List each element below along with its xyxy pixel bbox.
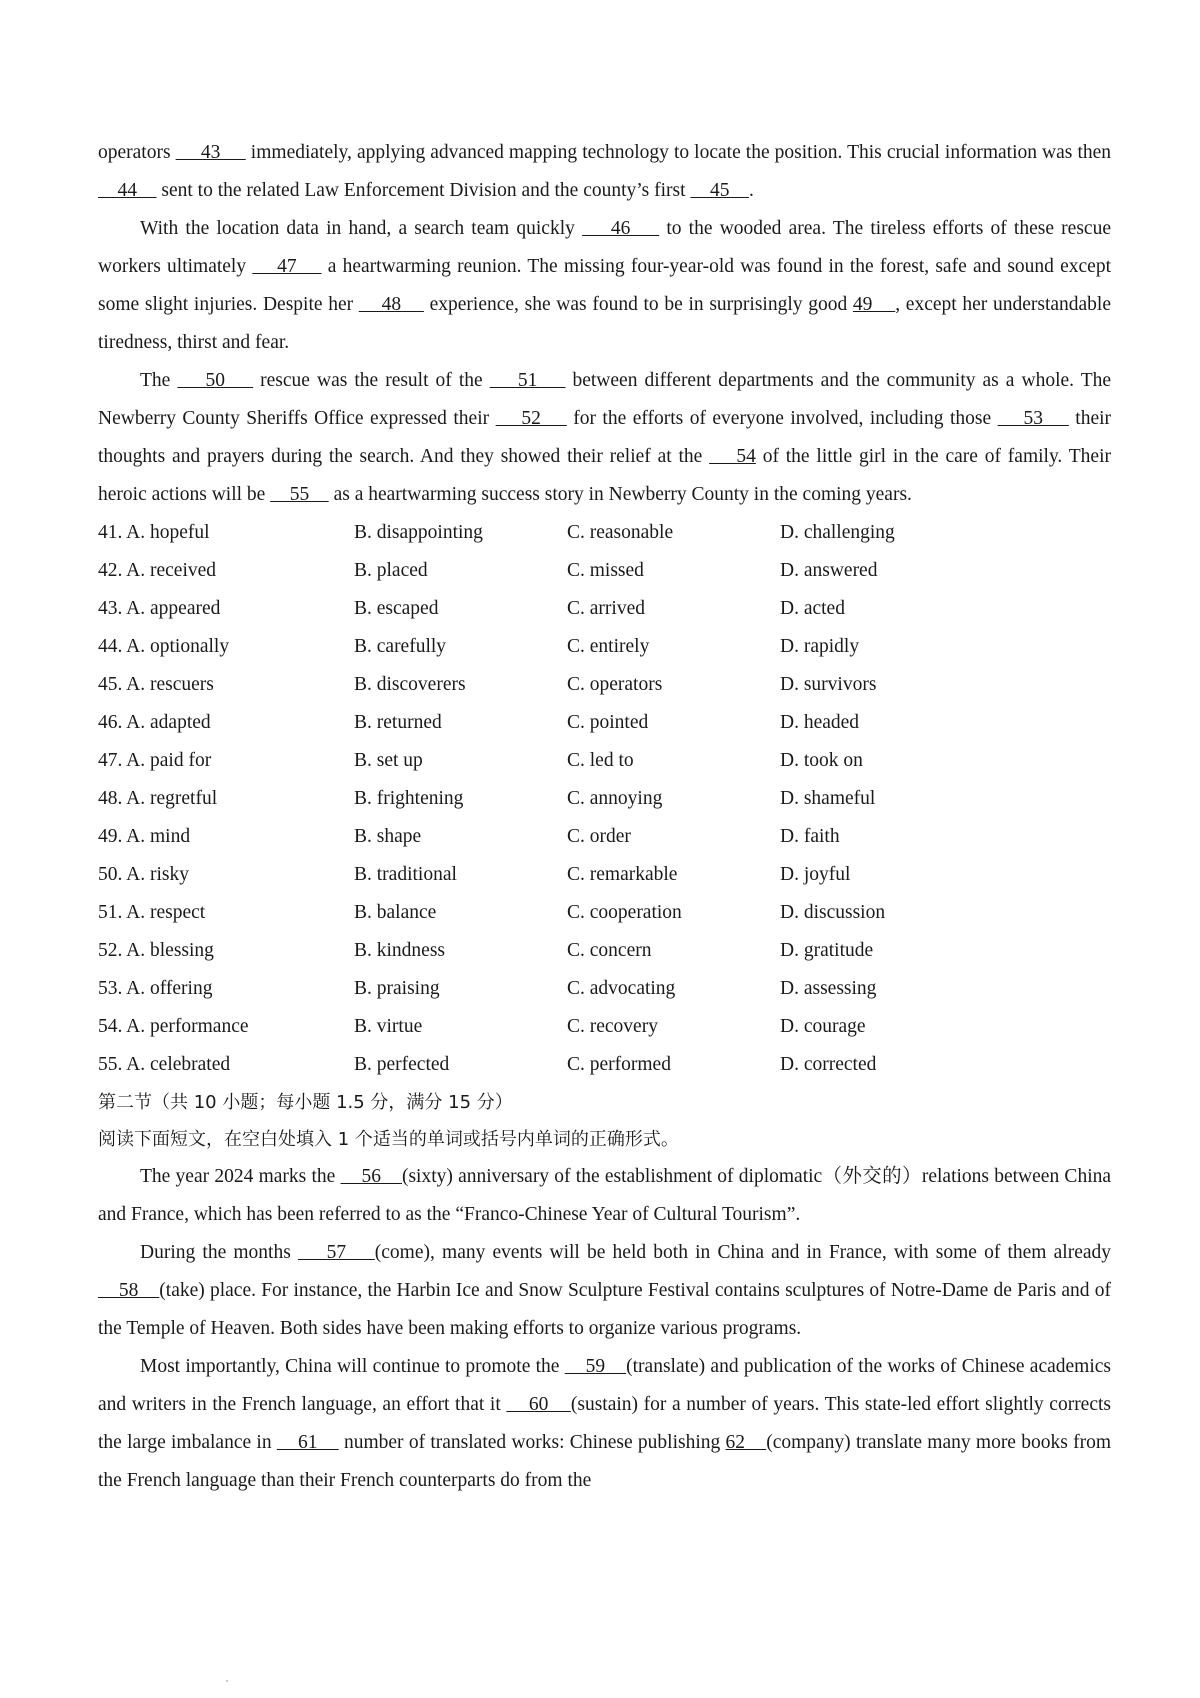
cloze-paragraph <box>98 134 1111 210</box>
section-instruction: 阅读下面短文，在空白处填入 1 个适当的单词或括号内单词的正确形式。 <box>98 1129 679 1150</box>
answer-blank: 45 <box>690 180 749 201</box>
option-a: 45. A. rescuers <box>98 674 214 695</box>
paragraph-text: (company) translate many more books from the French language than their French counterparts do from the <box>98 1432 1112 1491</box>
answer-blank: 47 <box>252 256 322 277</box>
option-a: 47. A. paid for <box>98 750 212 771</box>
option-row <box>98 666 1111 704</box>
option-b: B. kindness <box>354 940 446 961</box>
answer-blank: 58 <box>98 1280 160 1301</box>
option-b: B. praising <box>354 978 440 999</box>
paragraph-text: between different departments and the community as a whole. The Newberry County Sheriffs Office expressed their <box>98 370 1112 429</box>
paragraph-text: (translate) and publication of the works of Chinese academics and writers in the French language, an effort that it <box>98 1356 1112 1415</box>
option-c: C. order <box>567 826 631 847</box>
option-b: B. escaped <box>354 598 439 619</box>
paragraph-text: (take) place. For instance, the Harbin Ice and Snow Sculpture Festival contains sculptures of Notre-Dame de Paris and of the Temple of Heaven. Both sides have been making efforts to organize various programs. <box>98 1280 1111 1339</box>
option-row <box>98 552 1111 590</box>
option-b: B. returned <box>354 712 442 733</box>
option-b: B. virtue <box>354 1016 423 1037</box>
option-d: D. courage <box>780 1016 866 1037</box>
option-d: D. shameful <box>780 788 876 809</box>
option-a: 51. A. respect <box>98 902 206 923</box>
option-b: B. discoverers <box>354 674 466 695</box>
answer-blank: 59 <box>564 1356 627 1377</box>
option-b: B. balance <box>354 902 437 923</box>
option-d: D. joyful <box>780 864 851 885</box>
option-b: B. shape <box>354 826 422 847</box>
option-c: C. entirely <box>567 636 650 657</box>
option-a: 49. A. mind <box>98 826 191 847</box>
option-a: 50. A. risky <box>98 864 190 885</box>
answer-blank: 60 <box>506 1394 571 1415</box>
answer-blank: 49 <box>852 294 896 315</box>
paragraph-text: With the location data in hand, a search team quickly <box>140 218 583 239</box>
option-row <box>98 970 1111 1008</box>
answer-blank: 55 <box>270 484 329 505</box>
option-c: C. arrived <box>567 598 645 619</box>
option-d: D. challenging <box>780 522 895 543</box>
option-b: B. perfected <box>354 1054 450 1075</box>
paragraph-text: (sixty) anniversary of the establishment of diplomatic（外交的）relations between China and France, which has been referred to as the “Franco-Chinese Year of Cultural Tourism”. <box>98 1166 1112 1225</box>
paragraph-text: immediately, applying advanced mapping technology to locate the position. This crucial information was then <box>245 142 1112 163</box>
cloze-paragraph <box>98 362 1111 514</box>
option-row <box>98 894 1111 932</box>
grammar-paragraph <box>98 1348 1111 1500</box>
option-c: C. led to <box>567 750 634 771</box>
option-c: C. recovery <box>567 1016 658 1037</box>
cloze-options <box>98 514 1111 1084</box>
option-c: C. concern <box>567 940 652 961</box>
option-a: 41. A. hopeful <box>98 522 210 543</box>
paragraph-text: sent to the related Law Enforcement Division and the county’s first <box>156 180 691 201</box>
option-c: C. reasonable <box>567 522 674 543</box>
option-d: D. took on <box>780 750 863 771</box>
option-c: C. annoying <box>567 788 663 809</box>
paragraph-text: rescue was the result of the <box>253 370 490 391</box>
option-row <box>98 932 1111 970</box>
paragraph-text: for the efforts of everyone involved, including those <box>566 408 998 429</box>
option-row <box>98 514 1111 552</box>
answer-blank: 56 <box>340 1166 402 1187</box>
option-b: B. placed <box>354 560 428 581</box>
option-d: D. answered <box>780 560 878 581</box>
option-row <box>98 628 1111 666</box>
option-a: 54. A. performance <box>98 1016 249 1037</box>
option-a: 43. A. appeared <box>98 598 221 619</box>
grammar-paragraph <box>98 1234 1111 1348</box>
section-heading: 第二节（共 10 小题；每小题 1.5 分，满分 15 分） <box>98 1092 513 1113</box>
option-row <box>98 1046 1111 1084</box>
grammar-paragraph <box>98 1158 1111 1234</box>
paragraph-text: as a heartwarming success story in Newberry County in the coming years. <box>328 484 912 505</box>
option-a: 46. A. adapted <box>98 712 211 733</box>
answer-blank: 61 <box>276 1432 339 1453</box>
option-b: B. set up <box>354 750 423 771</box>
option-row <box>98 704 1111 742</box>
grammar-fill-passage <box>98 1158 1111 1500</box>
answer-blank: 57 <box>297 1242 375 1263</box>
option-c: C. performed <box>567 1054 671 1075</box>
answer-blank: 44 <box>98 180 157 201</box>
option-d: D. rapidly <box>780 636 860 657</box>
option-row <box>98 780 1111 818</box>
cloze-passage <box>98 134 1111 514</box>
answer-blank: 48 <box>358 294 424 315</box>
answer-blank: 53 <box>997 408 1069 429</box>
answer-blank: 54 <box>709 446 756 467</box>
option-a: 44. A. optionally <box>98 636 230 657</box>
option-d: D. faith <box>780 826 840 847</box>
option-row <box>98 1008 1111 1046</box>
paragraph-text: The <box>140 370 178 391</box>
option-c: C. pointed <box>567 712 649 733</box>
paragraph-text: During the months <box>140 1242 298 1263</box>
paragraph-text: to the wooded area. The tireless efforts of these rescue workers ultimately <box>98 218 1111 277</box>
option-row <box>98 856 1111 894</box>
option-c: C. operators <box>567 674 663 695</box>
answer-blank: 51 <box>489 370 566 391</box>
option-d: D. survivors <box>780 674 877 695</box>
option-a: 55. A. celebrated <box>98 1054 231 1075</box>
option-d: D. assessing <box>780 978 877 999</box>
paragraph-text: a heartwarming reunion. The missing four-year-old was found in the forest, safe and sound except some slight injuries. Despite her <box>98 256 1111 315</box>
answer-blank: 46 <box>582 218 660 239</box>
answer-blank: 50 <box>177 370 254 391</box>
option-b: B. carefully <box>354 636 447 657</box>
answer-blank: 43 <box>175 142 246 163</box>
option-row <box>98 742 1111 780</box>
paragraph-text: (sustain) for a number of years. This state-led effort slightly corrects the large imbalance in <box>98 1394 1111 1453</box>
paragraph-text: . <box>748 180 754 201</box>
exam-page <box>98 134 1111 1500</box>
paragraph-text: , except her understandable tiredness, thirst and fear. <box>98 294 1112 353</box>
paragraph-text: Most importantly, China will continue to promote the <box>140 1356 565 1377</box>
option-c: C. cooperation <box>567 902 682 923</box>
paragraph-text: their thoughts and prayers during the search. And they showed their relief at the <box>98 408 1112 467</box>
option-a: 53. A. offering <box>98 978 213 999</box>
option-c: C. missed <box>567 560 644 581</box>
paragraph-text: The year 2024 marks the <box>140 1166 341 1187</box>
option-d: D. corrected <box>780 1054 877 1075</box>
option-b: B. traditional <box>354 864 457 885</box>
paragraph-text: operators <box>98 142 176 163</box>
option-a: 48. A. regretful <box>98 788 218 809</box>
option-c: C. advocating <box>567 978 676 999</box>
paragraph-text: (come), many events will be held both in China and in France, with some of them already <box>374 1242 1112 1263</box>
option-c: C. remarkable <box>567 864 678 885</box>
option-a: 42. A. received <box>98 560 217 581</box>
option-a: 52. A. blessing <box>98 940 214 961</box>
paragraph-text: of the little girl in the care of family. Their heroic actions will be <box>98 446 1112 505</box>
option-d: D. acted <box>780 598 845 619</box>
cloze-paragraph <box>98 210 1111 362</box>
paragraph-text: number of translated works: Chinese publishing <box>338 1432 726 1453</box>
option-d: D. gratitude <box>780 940 874 961</box>
option-d: D. discussion <box>780 902 886 923</box>
page-mark <box>226 1680 228 1682</box>
answer-blank: 52 <box>495 408 567 429</box>
paragraph-text: experience, she was found to be in surprisingly good <box>423 294 853 315</box>
option-row <box>98 590 1111 628</box>
answer-blank: 62 <box>725 1432 767 1453</box>
option-b: B. disappointing <box>354 522 483 543</box>
option-d: D. headed <box>780 712 860 733</box>
option-b: B. frightening <box>354 788 464 809</box>
option-row <box>98 818 1111 856</box>
